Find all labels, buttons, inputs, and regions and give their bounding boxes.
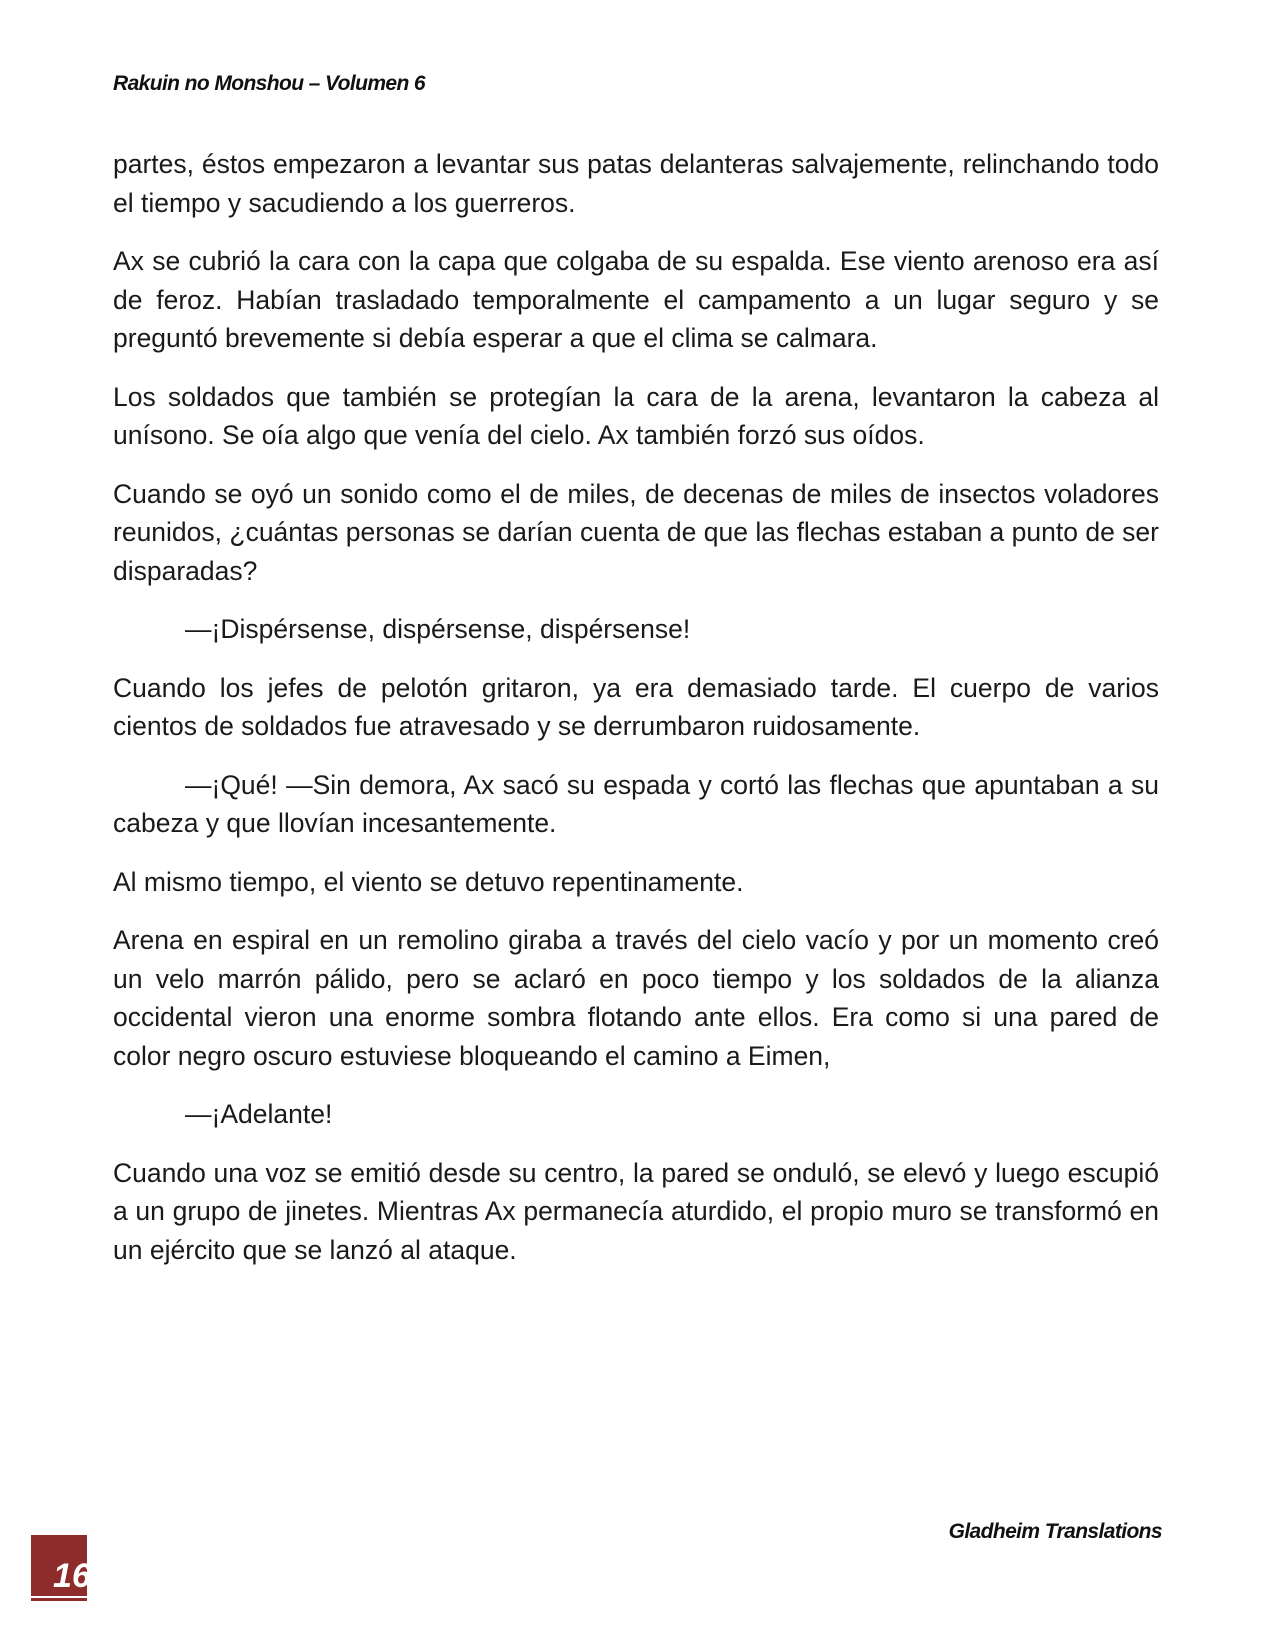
page-number-box: [31, 1535, 91, 1601]
paragraph: Cuando una voz se emitió desde su centro, la pared se onduló, se elevó y luego escupió a un grupo de jinetes. Mientras Ax permanecía aturdido, el propio muro se transformó en un ejército que se lanzó al ataque.: [113, 1157, 1159, 1265]
dialogue-line: —¡Adelante!: [185, 1099, 333, 1129]
paragraph: Los soldados que también se protegían la cara de la arena, levantaron la cabeza al unísono. Se oía algo que venía del cielo. Ax también forzó sus oídos.: [113, 381, 1159, 450]
paragraph: Al mismo tiempo, el viento se detuvo repentinamente.: [113, 866, 744, 897]
dialogue-line: —¡Qué! —Sin demora, Ax sacó su espada y cortó las flechas que apuntaban a su cabeza y que llovían incesantemente.: [113, 769, 1159, 838]
paragraph: Ax se cubrió la cara con la capa que colgaba de su espalda. Ese viento arenoso era así de feroz. Habían trasladado temporalmente el campamento a un lugar seguro y se preguntó brevemente si debía esperar a que el clima se calmara.: [113, 246, 1159, 353]
dialogue-line: —¡Dispérsense, dispérsense, dispérsense!: [185, 614, 691, 644]
header-title: Rakuin no Monshou – Volumen 6: [113, 72, 426, 95]
page-number: 16: [53, 1557, 91, 1595]
paragraph: Arena en espiral en un remolino giraba a través del cielo vacío y por un momento creó un velo marrón pálido, pero se aclaró en poco tiempo y los soldados de la alianza occidental vieron una enorme sombra flotando ante ellos. Era como si una pared de color negro oscuro estuviese bloqueando el camino a Eimen,: [113, 925, 1159, 1071]
paragraph: partes, éstos empezaron a levantar sus patas delanteras salvajemente, relinchando todo el tiempo y sacudiendo a los guerreros.: [113, 149, 1159, 218]
footer-brand: Gladheim Translations: [948, 1520, 1162, 1543]
page-number-underline: [31, 1596, 87, 1598]
body-text: [113, 145, 1159, 1289]
paragraph: Cuando se oyó un sonido como el de miles, de decenas de miles de insectos voladores reunidos, ¿cuántas personas se darían cuenta de que las flechas estaban a punto de ser disparadas?: [113, 478, 1159, 586]
paragraph: Cuando los jefes de pelotón gritaron, ya era demasiado tarde. El cuerpo de varios cientos de soldados fue atravesado y se derrumbaron ruidosamente.: [113, 672, 1159, 741]
